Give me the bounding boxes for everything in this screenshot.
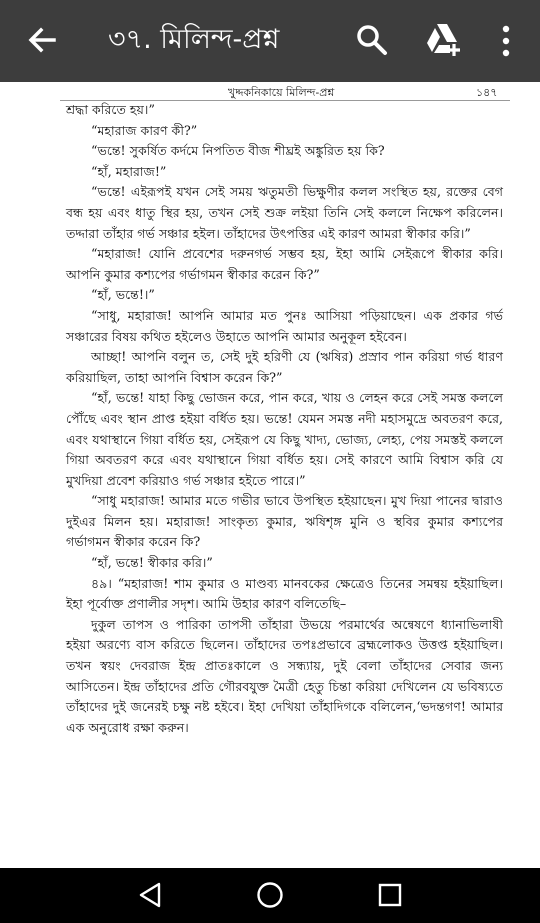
paragraph: “ভন্তে! সুকর্ষিত কর্দমে নিপতিত বীজ শীঘ্রই অঙ্কুরিত হয় কি? [91,143,385,159]
paragraph: ৪৯। “মহারাজ! শাম কুমার ও মাণ্ডব্য মানবকের ক্ষেত্রেও তিনের সমন্বয় হইয়াছিল। ইহা পূর্বোক্ত প্রণালীর সদৃশ। আমি উহার কারণ বলিতেছি– [66,575,503,612]
running-head [0,82,540,102]
page-title: ৩৭. মিলিন্দ-প্রশ্ন [108,24,280,55]
paragraph: “সাধু, মহারাজ! আপনি আমার মত পুনঃ আসিয়া পড়িয়াছেন। এক প্রকার গর্ভ সঞ্চারের বিষয় কথিত হইলেও উহাতে আপনি আমার অনুকূল হইবেন। [66,307,503,344]
paragraph: “মহারাজ কারণ কী?” [91,122,198,138]
page-number: ১৪৭ [476,86,498,99]
paragraph: “হাঁ, ভন্তে! স্বীকার করি।” [91,555,213,571]
running-head-title: খুদ্দকনিকায়ে মিলিন্দ-প্রশ্ন [228,86,335,99]
more-vert-icon[interactable] [496,24,516,58]
system-nav-bar [0,868,540,923]
paragraph: আচ্ছা! আপনি বলুন ত, সেই দুই হরিণী যে (ঋষির) প্রস্রাব পান করিয়া গর্ভ ধারণ করিয়াছিল, তাহা আপনি বিশ্বাস করেন কি?” [66,349,503,385]
paragraph: শ্রদ্ধা করিতে হয়।” [66,102,155,117]
back-triangle-icon[interactable] [138,882,162,908]
page-text [66,100,503,738]
app-bar [0,0,540,82]
paragraph: “ভন্তে! এইরূপই যখন সেই সময় ঋতুমতী ভিক্ষুণীর কলল সংস্থিত হয়, রক্তের বেগ বন্ধ হয় এবং ধাতু স্থির হয়, তখন সেই শুক্র লইয়া তিনি সেই কললে নিক্ষেপ করিলেন। তদ্দারা তাঁহার গর্ভ সঞ্চার হইল। তাঁহাদের উৎপত্তির এই কারণ আমরা স্বীকার করি।” [66,184,503,241]
recents-square-icon[interactable] [378,883,402,907]
paragraph: “মহারাজ! যোনি প্রবেশের দরুনগর্ভ সম্ভব হয়, ইহা আমি সেইরূপে স্বীকার করি। আপনি কুমার কশ্যপের গর্ভাগমন স্বীকার করেন কি?” [66,246,503,282]
search-icon[interactable] [356,24,388,56]
paragraph: “হাঁ, মহারাজ!” [91,163,167,179]
google-drive-add-icon[interactable] [423,22,463,58]
book-page[interactable] [0,82,540,868]
paragraph: “সাধু মহারাজ! আমার মতে গভীর ভাবে উপস্থিত হইয়াছেন। মুখ দিয়া পানের দ্বারাও দুইএর মিলন হয়। মহারাজ! সাংকৃত্য কুমার, ঋষিশৃঙ্গ মুনি ও স্থবির কুমার কশ্যপের গর্ভাগমন স্বীকার করেন কি? [66,493,503,550]
paragraph: দুকুল তাপস ও পারিকা তাপসী তাঁহারা উভয়ে পরমার্থের অন্বেষণে ধ্যানাভিলাষী হইয়া অরণ্যে বাস করিতে ছিলেন। তাঁহাদের তপঃপ্রভাবে ব্রহ্মলোকও উত্তপ্ত হইয়াছিল। তখন স্বয়ং দেবরাজ ইন্দ্র প্রাতঃকালে ও সন্ধ্যায়, দুই বেলা তাঁহাদের সেবার জন্য আসিতেন। ইন্দ্র তাঁহাদের প্রতি গৌরবযুক্ত মৈত্রী হেতু চিন্তা করিয়া দেখিলেন যে ভবিষ্যতে তাঁহাদের দুই জনেরই চক্ষু নষ্ট হইবে। ইহা দেখিয়া তাঁহাদিগকে বলিলেন,‘ভদন্তগণ! আমার এক অনুরোধ রক্ষা করুন। [66,616,503,735]
back-arrow-icon[interactable] [26,24,58,56]
paragraph: “হাঁ, ভন্তে! যাহা কিছু ভোজন করে, পান করে, খায় ও লেহন করে সেই সমস্ত কললে পৌঁছে এবং স্থান প্রাপ্ত হইয়া বর্ধিত হয়। ভন্তে! যেমন সমস্ত নদী মহাসমুদ্রে অবতরণ করে, এবং যথাস্থানে গিয়া বর্ধিত হয়, সেইরূপ যে কিছু খাদ্য, ভোজ্য, লেহ্য, পেয় সমস্তই কললে গিয়া অবতরণ করে এবং যথাস্থানে গিয়া বর্ধিত হয়। সেই কারণে আমি বিশ্বাস করি যে মুখদিয়া প্রবেশ করিয়াও গর্ভ সঞ্চার হইতে পারে।” [66,390,503,488]
home-circle-icon[interactable] [256,881,284,909]
paragraph: “হাঁ, ভন্তে!।” [91,287,155,303]
